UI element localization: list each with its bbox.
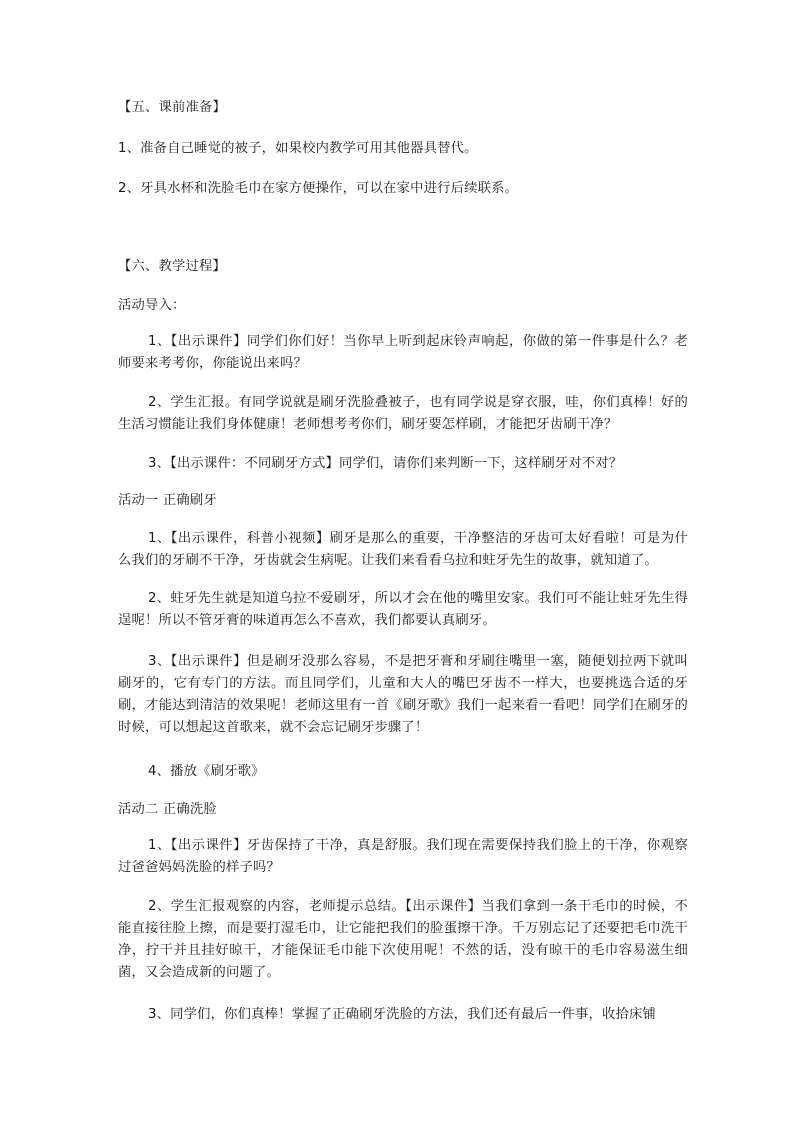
intro-title: 活动导入： <box>118 298 186 313</box>
act2-item-2: 2、学生汇报观察的内容，老师提示总结。【出示课件】当我们拿到一条干毛巾的时候，不能直接往脸上擦，而是要打湿毛巾，让它能把我们的脸蛋擦干净。千万别忘记了还要把毛巾洗干净，拧干并且挂好晾干，才能保证毛巾能下次使用呢！不然的话，没有晾干的毛巾容易滋生细菌，又会造成新的问题了。 <box>118 899 688 980</box>
act1-item-3: 3、【出示课件】但是刷牙没那么容易，不是把牙膏和牙刷往嘴里一塞，随便划拉两下就叫刷牙的，它有专门的方法。而且同学们，儿童和大人的嘴巴牙齿不一样大，也要挑选合适的牙刷，才能达到清洁的效果呢！老师这里有一首《刷牙歌》我们一起来看一看吧！同学们在刷牙的时候，可以想起这首歌来，就不会忘记刷牙步骤了！ <box>118 654 688 735</box>
act2-item-1: 1、【出示课件】牙齿保持了干净，真是舒服。我们现在需要保持我们脸上的干净，你观察过爸爸妈妈洗脸的样子吗？ <box>118 838 688 875</box>
act1-item-4: 4、播放《刷牙歌》 <box>148 764 265 779</box>
act1-item-2: 2、蛀牙先生就是知道乌拉不爱刷牙，所以才会在他的嘴里安家。我们可不能让蛀牙先生得逞呢！所以不管牙膏的味道再怎么不喜欢，我们都要认真刷牙。 <box>118 591 688 628</box>
act1-item-1: 1、【出示课件，科普小视频】刷牙是那么的重要，干净整洁的牙齿可太好看啦！可是为什么我们的牙刷不干净，牙齿就会生病呢。让我们来看看乌拉和蛀牙先生的故事，就知道了。 <box>118 531 688 568</box>
activity-2-title: 活动二 正确洗脸 <box>118 802 217 817</box>
intro-item-1: 1、【出示课件】同学们你们好！当你早上听到起床铃声响起，你做的第一件事是什么？老师要来考考你，你能说出来吗？ <box>118 334 688 371</box>
intro-item-2: 2、学生汇报。有同学说就是刷牙洗脸叠被子，也有同学说是穿衣服，哇，你们真棒！好的生活习惯能让我们身体健康！老师想考考你们，刷牙要怎样刷，才能把牙齿刷干净？ <box>118 395 688 432</box>
section-title-prep: 【五、课前准备】 <box>118 100 226 115</box>
prep-item-2: 2、牙具水杯和洗脸毛巾在家方便操作，可以在家中进行后续联系。 <box>118 181 519 196</box>
activity-1-title: 活动一 正确刷牙 <box>118 493 217 508</box>
act2-item-3: 3、同学们，你们真棒！掌握了正确刷牙洗脸的方法，我们还有最后一件事，收拾床铺 <box>148 1007 657 1022</box>
section-title-process: 【六、教学过程】 <box>118 259 226 274</box>
intro-item-3: 3、【出示课件：不同刷牙方式】同学们，请你们来判断一下，这样刷牙对不对？ <box>148 456 623 471</box>
prep-item-1: 1、准备自己睡觉的被子，如果校内教学可用其他器具替代。 <box>118 141 478 156</box>
